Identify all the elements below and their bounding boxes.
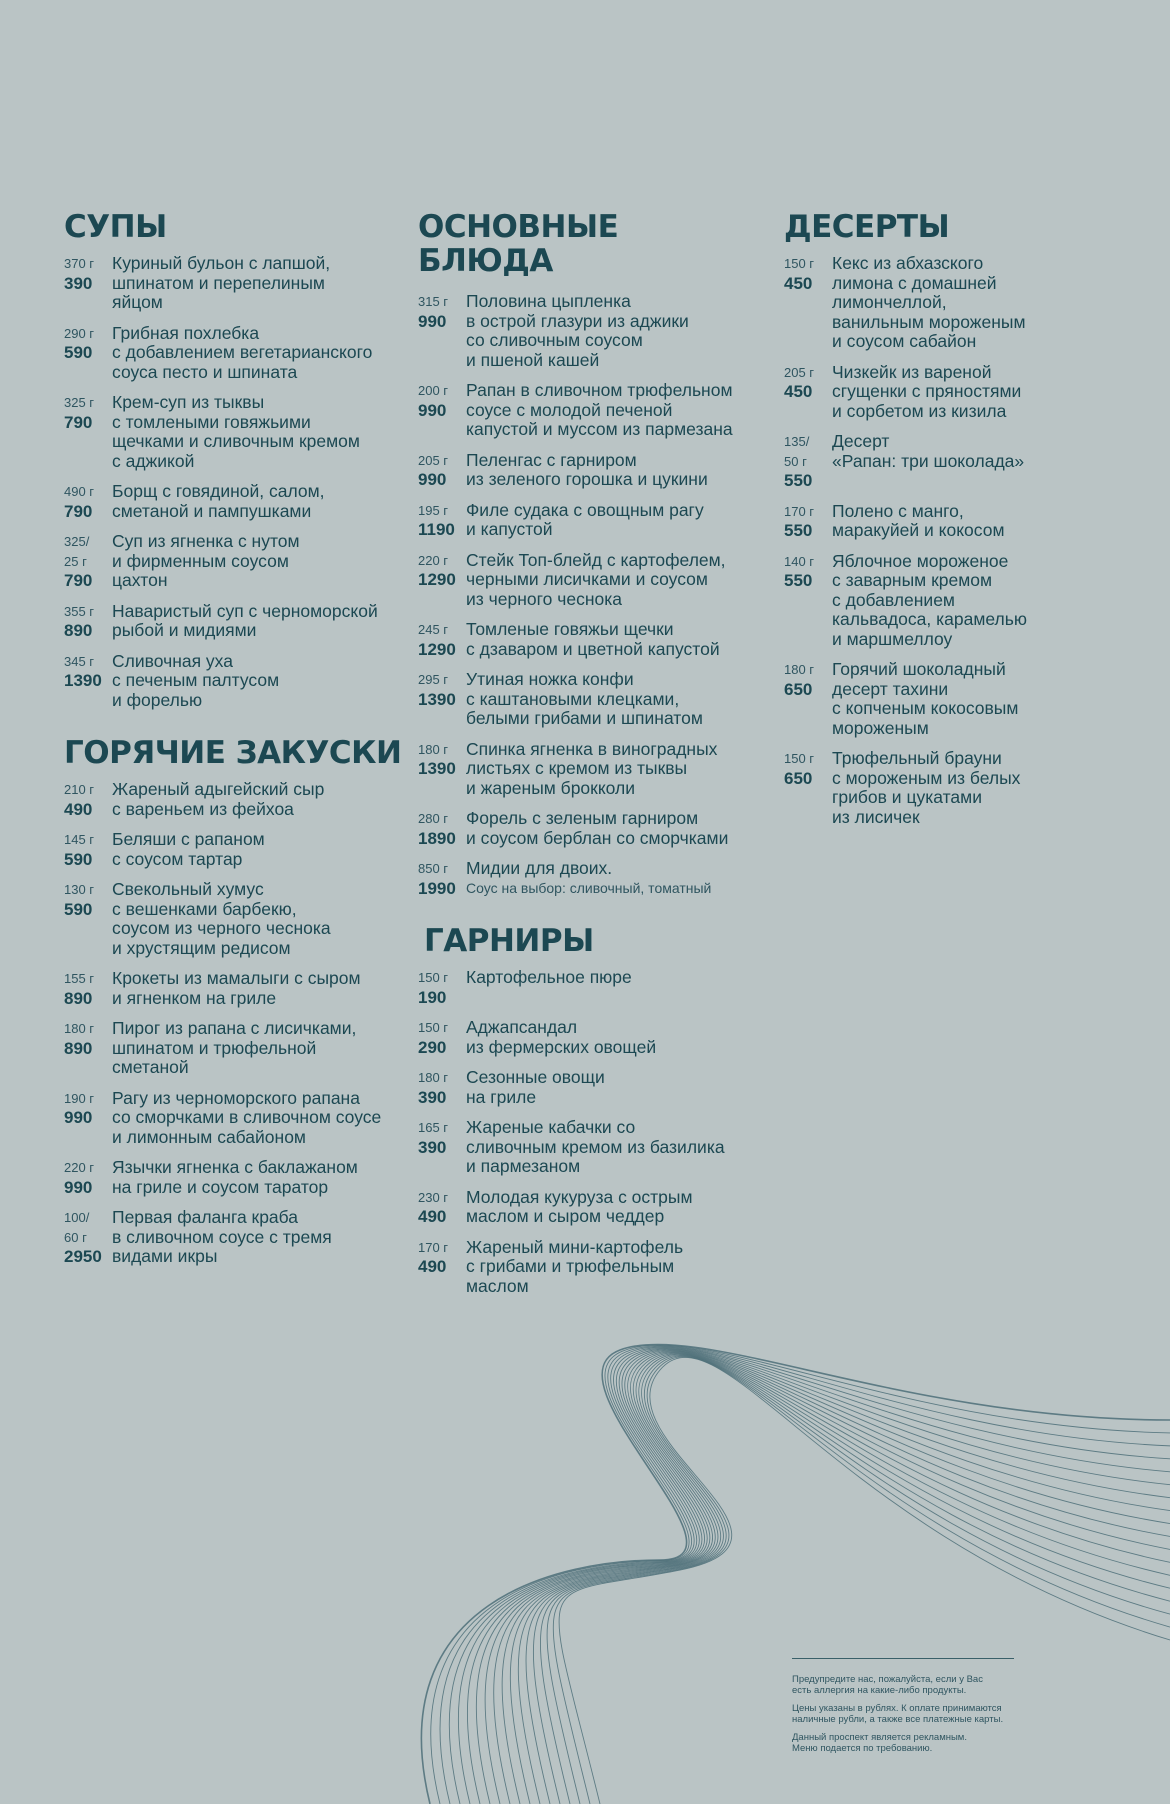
- menu-item: [418, 292, 758, 370]
- item-weight: 170 г: [418, 1239, 449, 1255]
- item-name: Утиная ножка конфи с каштановыми клецками, белыми грибами и шпинатом: [466, 669, 703, 728]
- item-weight: 370 г: [64, 256, 95, 271]
- item-meta: [784, 552, 832, 591]
- item-name: Крем-суп из тыквы с томлеными говяжьими щечками и сливочным кремом с аджикой: [112, 392, 360, 471]
- item-weight: 850 г: [418, 861, 449, 876]
- item-weight: 490 г: [64, 484, 95, 499]
- item-name: Аджапсандал из фермерских овощей: [466, 1017, 657, 1057]
- item-price: 890: [64, 621, 93, 640]
- item-price: 1290: [418, 570, 456, 589]
- item-name: Сливочная уха с печеным палтусом и форелью: [112, 650, 280, 710]
- item-name: Кекс из абхазского лимона с домашней лимончеллой, ванильным мороженым и соусом сабайон: [832, 253, 1026, 351]
- item-text: [112, 324, 372, 383]
- item-name: Томленые говяжьи щечки с дзаваром и цветной капустой: [466, 619, 720, 659]
- item-meta: [64, 1019, 112, 1058]
- item-weight: 150 г: [418, 1020, 449, 1035]
- item-text: [466, 451, 708, 490]
- item-text: [466, 670, 703, 729]
- item-text: [832, 749, 1020, 827]
- item-meta: [418, 292, 466, 331]
- item-meta: [64, 482, 112, 521]
- item-meta: [418, 451, 466, 490]
- item-name: Филе судака с овощным рагу и капустой: [466, 499, 704, 539]
- item-name: Первая фаланга краба в сливочном соусе с тремя видами икры: [112, 1207, 332, 1266]
- item-meta: [784, 749, 832, 788]
- item-meta: [64, 652, 112, 691]
- item-name: Горячий шоколадный десерт тахини с копченым кокосовым мороженым: [832, 659, 1019, 738]
- item-name: Свекольный хумус с вешенками барбекю, соусом из черного чеснока и хрустящим редисом: [112, 879, 331, 958]
- menu-item: [784, 660, 1124, 738]
- item-weight: 205 г: [784, 364, 815, 380]
- item-weight: 290 г: [64, 325, 95, 341]
- item-text: [466, 381, 733, 440]
- item-name: Куриный бульон с лапшой, шпинатом и перепелиным яйцом: [112, 253, 331, 312]
- menu-item: [418, 620, 758, 659]
- item-text: [112, 652, 279, 711]
- item-price: 590: [64, 343, 93, 362]
- item-price: 290: [418, 1037, 447, 1057]
- item-meta: [784, 363, 832, 402]
- item-name: Рапан в сливочном трюфельном соусе с молодой печеной капустой и муссом из пармезана: [466, 380, 733, 439]
- item-text: [112, 830, 265, 869]
- menu-item: [64, 532, 404, 591]
- item-price: 390: [418, 1087, 447, 1107]
- item-text: [832, 552, 1027, 650]
- item-name: Беляши с рапаном с соусом тартар: [112, 829, 265, 869]
- menu-item: [418, 670, 758, 729]
- item-name: Десерт «Рапан: три шоколада»: [832, 431, 1025, 471]
- item-text: [112, 532, 300, 591]
- item-meta: [418, 551, 466, 590]
- item-name: Наваристый суп с черноморской рыбой и мидиями: [112, 600, 378, 640]
- item-meta: [418, 1118, 466, 1157]
- item-meta: [784, 254, 832, 293]
- item-note: Соус на выбор: сливочный, томатный: [466, 879, 712, 896]
- item-meta: [418, 1018, 466, 1057]
- item-price: 490: [64, 799, 93, 819]
- item-weight: 135/ 50 г: [784, 434, 810, 469]
- item-name: Трюфельный брауни с мороженым из белых грибов и цукатами из лисичек: [832, 748, 1021, 827]
- item-price: 2950: [64, 1247, 102, 1266]
- item-weight: 180 г: [784, 662, 815, 677]
- menu-item: [64, 324, 404, 383]
- menu-item: [64, 969, 404, 1008]
- item-text: [466, 1188, 693, 1227]
- item-price: 550: [784, 471, 813, 490]
- section-title-soups: СУПЫ: [64, 209, 167, 245]
- item-price: 990: [418, 400, 447, 420]
- menu-item: [418, 1238, 758, 1297]
- item-text: [466, 1068, 605, 1107]
- item-price: 490: [418, 1207, 447, 1226]
- item-weight: 195 г: [418, 502, 449, 518]
- menu-item: [418, 1188, 758, 1227]
- soups-section: [64, 210, 404, 710]
- item-weight: 180 г: [418, 1070, 449, 1085]
- item-weight: 200 г: [418, 383, 449, 398]
- item-meta: [64, 969, 112, 1008]
- middle-column: [418, 210, 758, 1322]
- item-weight: 170 г: [784, 503, 815, 519]
- item-weight: 150 г: [784, 751, 815, 766]
- item-price: 650: [784, 768, 813, 788]
- menu-item: [784, 502, 1124, 541]
- item-text: [466, 501, 704, 540]
- hot-starters-section: [64, 736, 404, 1267]
- item-meta: [418, 740, 466, 779]
- item-weight: 355 г: [64, 603, 95, 619]
- item-price: 890: [64, 1038, 93, 1058]
- item-text: [832, 502, 1005, 541]
- menu-item: [64, 602, 404, 641]
- item-price: 1190: [418, 520, 455, 539]
- menu-item: [784, 432, 1124, 491]
- item-price: 790: [64, 571, 93, 590]
- item-price: 1390: [418, 759, 456, 778]
- menu-item: [784, 552, 1124, 650]
- menu-item: [64, 393, 404, 471]
- menu-item: [64, 1158, 404, 1197]
- item-name: Рагу из черноморского рапана со сморчками в сливочном соусе и лимонным сабайоном: [112, 1087, 382, 1147]
- item-weight: 180 г: [418, 741, 449, 757]
- desserts-section: [784, 210, 1124, 827]
- item-meta: [64, 880, 112, 919]
- item-weight: 165 г: [418, 1120, 449, 1135]
- menu-item: [64, 1089, 404, 1148]
- item-text: [112, 1019, 356, 1078]
- advertising-note: Данный проспект является рекламным. Меню подается по требованию.: [792, 1732, 967, 1754]
- item-weight: 205 г: [418, 452, 449, 468]
- item-price: 650: [784, 679, 813, 699]
- item-meta: [64, 830, 112, 869]
- item-name: Жареный адыгейский сыр с вареньем из фейхоа: [112, 779, 325, 819]
- menu-item: [64, 830, 404, 869]
- menu-item: [64, 1208, 404, 1267]
- item-meta: [64, 1158, 112, 1197]
- menu-item: [418, 1018, 758, 1057]
- item-weight: 220 г: [418, 552, 449, 568]
- item-weight: 140 г: [784, 553, 815, 569]
- item-meta: [418, 809, 466, 848]
- menu-item: [418, 451, 758, 490]
- menu-item: [418, 551, 758, 610]
- item-price: 490: [418, 1257, 447, 1276]
- item-weight: 100/ 60 г: [64, 1210, 90, 1245]
- item-meta: [418, 381, 466, 420]
- item-text: [112, 602, 378, 641]
- item-weight: 155 г: [64, 971, 95, 986]
- section-title-desserts: ДЕСЕРТЫ: [784, 209, 950, 245]
- item-weight: 345 г: [64, 653, 95, 669]
- footer-notes: [792, 1658, 1014, 1762]
- item-text: [466, 292, 689, 370]
- item-text: [112, 969, 361, 1008]
- item-name: Язычки ягненка с баклажаном на гриле и соусом таратор: [112, 1157, 358, 1197]
- item-weight: 145 г: [64, 832, 95, 847]
- item-price: 190: [418, 987, 447, 1007]
- item-meta: [784, 432, 832, 491]
- item-price: 1290: [418, 639, 456, 659]
- item-text: [466, 809, 728, 848]
- menu-item: [64, 254, 404, 313]
- item-meta: [418, 1068, 466, 1107]
- item-price: 990: [418, 311, 447, 331]
- menu-item: [784, 749, 1124, 827]
- item-text: [466, 1118, 725, 1177]
- item-text: [112, 1089, 381, 1148]
- item-text: [832, 660, 1018, 738]
- menu-item: [418, 1068, 758, 1107]
- menu-item: [64, 1019, 404, 1078]
- item-name: Пирог из рапана с лисичками, шпинатом и трюфельной сметаной: [112, 1018, 357, 1077]
- item-price: 790: [64, 501, 93, 521]
- item-price: 390: [64, 273, 93, 293]
- item-meta: [64, 324, 112, 363]
- item-meta: [64, 1208, 112, 1267]
- item-text: [466, 1018, 656, 1057]
- menu-item: [418, 381, 758, 440]
- item-weight: 325 г: [64, 395, 95, 410]
- item-price: 450: [784, 382, 813, 401]
- item-text: [112, 393, 360, 471]
- item-name: Суп из ягненка с нутом и фирменным соусом цахтон: [112, 531, 300, 590]
- item-meta: [64, 602, 112, 641]
- item-price: 1390: [418, 689, 456, 709]
- item-price: 990: [64, 1108, 93, 1127]
- menu-item: [418, 501, 758, 540]
- payment-note: Цены указаны в рублях. К оплате принимаются наличные рубли, а также все платежные карты.: [792, 1703, 1004, 1725]
- item-meta: [418, 620, 466, 659]
- item-meta: [784, 502, 832, 541]
- item-meta: [64, 393, 112, 432]
- item-name: Форель с зеленым гарниром и соусом берблан со сморчками: [466, 808, 729, 848]
- item-text: [832, 363, 1021, 422]
- item-weight: 295 г: [418, 672, 449, 687]
- item-weight: 150 г: [418, 970, 449, 985]
- item-text: [112, 482, 325, 521]
- item-price: 990: [418, 470, 447, 489]
- item-meta: [418, 1238, 466, 1277]
- item-text: [112, 780, 324, 819]
- item-name: Пеленгас с гарниром из зеленого горошка и цукини: [466, 449, 708, 489]
- item-name: Грибная похлебка с добавлением вегетарианского соуса песто и шпината: [112, 322, 373, 382]
- item-name: Жареные кабачки со сливочным кремом из базилика и пармезаном: [466, 1117, 725, 1176]
- item-text: [112, 880, 331, 958]
- item-name: Крокеты из мамалыги с сыром и ягненком на гриле: [112, 968, 361, 1008]
- left-column: [64, 210, 404, 1293]
- item-weight: 150 г: [784, 256, 815, 271]
- item-price: 590: [64, 849, 93, 869]
- item-weight: 130 г: [64, 882, 95, 897]
- item-meta: [418, 968, 466, 1007]
- item-text: [466, 551, 726, 610]
- item-weight: 315 г: [418, 294, 449, 309]
- item-price: 550: [784, 571, 813, 590]
- item-weight: 325/ 25 г: [64, 534, 90, 569]
- item-name: Сезонные овощи на гриле: [466, 1067, 605, 1107]
- item-meta: [418, 670, 466, 709]
- item-name: Спинка ягненка в виноградных листьях с кремом из тыквы и жареным брокколи: [466, 738, 718, 798]
- item-text: [466, 968, 632, 988]
- menu-item: [418, 859, 758, 898]
- item-weight: 230 г: [418, 1189, 449, 1205]
- item-meta: [64, 532, 112, 591]
- menu-item: [64, 780, 404, 819]
- item-text: [832, 432, 1024, 471]
- item-meta: [64, 1089, 112, 1128]
- menu-item: [64, 482, 404, 521]
- item-meta: [418, 501, 466, 540]
- item-price: 1890: [418, 828, 456, 848]
- item-price: 590: [64, 899, 93, 919]
- item-text: [466, 1238, 683, 1297]
- item-weight: 220 г: [64, 1160, 95, 1175]
- menu-item: [64, 652, 404, 711]
- menu-item: [418, 968, 758, 1007]
- item-weight: 280 г: [418, 811, 449, 826]
- item-text: [112, 254, 330, 313]
- item-meta: [418, 859, 466, 898]
- mains-section: [418, 210, 758, 898]
- item-weight: 210 г: [64, 782, 95, 797]
- menu-item: [418, 809, 758, 848]
- item-text: [466, 859, 711, 898]
- item-meta: [64, 254, 112, 293]
- section-title-mains: ОСНОВНЫЕ БЛЮДА: [418, 209, 619, 279]
- item-name: Яблочное мороженое с заварным кремом с добавлением кальвадоса, карамелью и маршмеллоу: [832, 550, 1027, 649]
- item-price: 790: [64, 412, 93, 432]
- menu-item: [64, 880, 404, 958]
- item-price: 890: [64, 988, 93, 1008]
- section-title-sides: ГАРНИРЫ: [424, 923, 594, 959]
- item-weight: 245 г: [418, 622, 449, 637]
- menu-item: [418, 1118, 758, 1177]
- item-text: [832, 254, 1025, 352]
- sides-section: [418, 924, 758, 1296]
- item-text: [466, 620, 720, 659]
- item-name: Борщ с говядиной, салом, сметаной и пампушками: [112, 481, 325, 521]
- item-weight: 190 г: [64, 1090, 95, 1106]
- item-meta: [784, 660, 832, 699]
- item-name: Жареный мини-картофель с грибами и трюфельным маслом: [466, 1236, 684, 1296]
- item-meta: [64, 780, 112, 819]
- item-price: 1990: [418, 878, 456, 898]
- menu-item: [784, 363, 1124, 422]
- item-name: Картофельное пюре: [466, 967, 632, 987]
- item-price: 1390: [64, 671, 102, 690]
- item-name: Мидии для двоих.: [466, 858, 613, 878]
- item-name: Чизкейк из вареной сгущенки с пряностями и сорбетом из кизила: [832, 361, 1022, 421]
- right-column: [784, 210, 1124, 853]
- allergy-note: Предупредите нас, пожалуйста, если у Вас есть аллергия на какие-либо продукты.: [792, 1674, 983, 1696]
- item-price: 450: [784, 273, 813, 293]
- item-text: [112, 1158, 358, 1197]
- item-name: Стейк Топ-блейд с картофелем, черными лисичками и соусом из черного чеснока: [466, 549, 726, 609]
- item-text: [112, 1208, 332, 1267]
- item-price: 390: [418, 1137, 447, 1157]
- item-price: 550: [784, 521, 813, 540]
- section-title-hot-starters: ГОРЯЧИЕ ЗАКУСКИ: [64, 735, 402, 771]
- item-name: Молодая кукуруза с острым маслом и сыром чеддер: [466, 1186, 693, 1226]
- item-price: 990: [64, 1177, 93, 1197]
- menu-item: [418, 740, 758, 799]
- item-weight: 180 г: [64, 1021, 95, 1036]
- item-meta: [418, 1188, 466, 1227]
- menu-item: [784, 254, 1124, 352]
- item-name: Полено с манго, маракуйей и кокосом: [832, 500, 1005, 540]
- item-name: Половина цыпленка в острой глазури из аджики со сливочным соусом и пшеной кашей: [466, 291, 689, 370]
- item-text: [466, 740, 717, 799]
